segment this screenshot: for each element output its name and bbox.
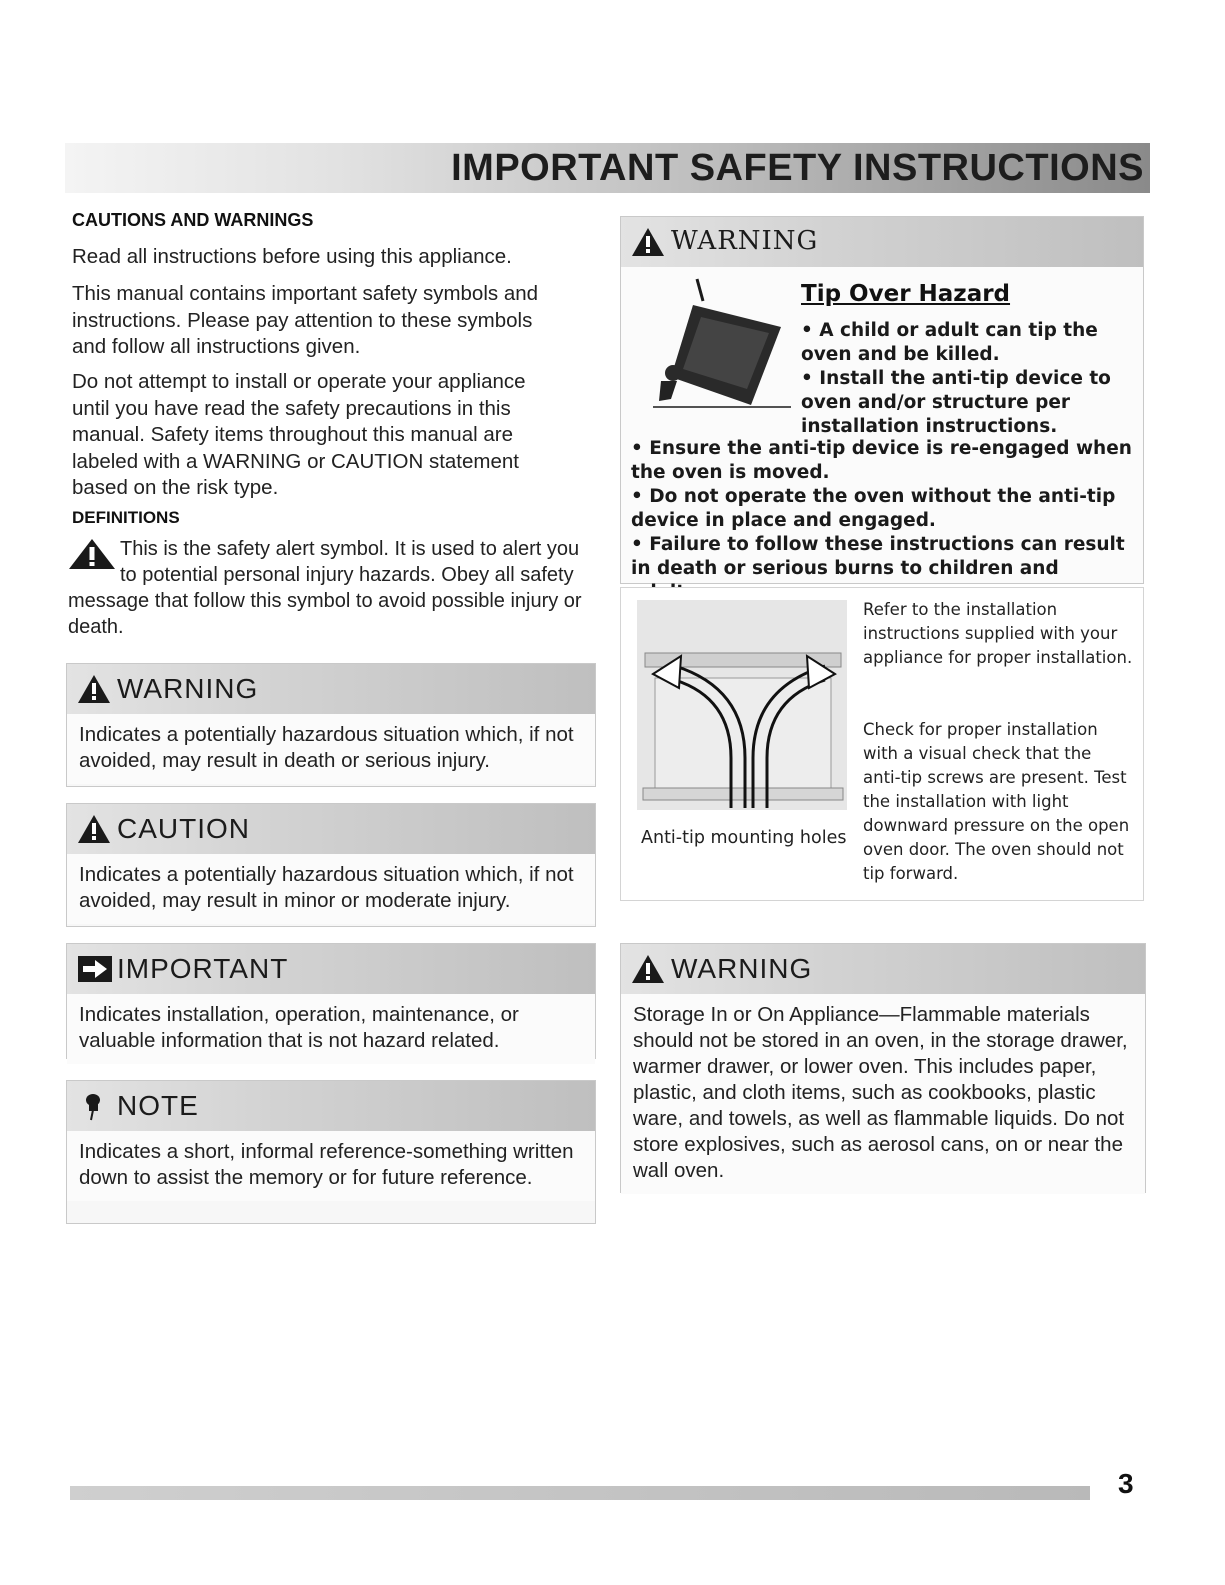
warning-icon xyxy=(631,227,665,257)
warning-icon xyxy=(77,674,111,704)
section-heading: CAUTIONS AND WARNINGS xyxy=(72,210,314,230)
storage-warning-header xyxy=(621,944,1145,994)
important-box-title: IMPORTANT xyxy=(117,953,289,984)
caution-box-header xyxy=(67,804,595,854)
precautions-paragraph: Do not attempt to install or operate your appliance until you have read the safety precautions in this manual. Safety items throughout this manual are labeled with a WARNING or CAUTION statement based on the risk type. xyxy=(72,370,526,499)
intro-paragraph: Read all instructions before using this appliance. xyxy=(72,245,512,268)
important-box-header xyxy=(67,944,595,994)
definitions-text: This is the safety alert symbol. It is used to alert you to potential personal injury hazards. Obey all safety message that follow this symbol to avoid possible injury or death. xyxy=(68,538,582,638)
anti-tip-instructions-panel xyxy=(620,587,1144,901)
tip-bullet-3: • Ensure the anti-tip device is re-engaged when the oven is moved. xyxy=(631,438,1132,483)
title-banner xyxy=(65,143,1150,193)
warning-definition-box xyxy=(66,663,596,787)
warning-box-header xyxy=(67,664,595,714)
page-number: 3 xyxy=(1118,1468,1134,1499)
caution-definition-box xyxy=(66,803,596,927)
warning-box-text: Indicates a potentially hazardous situation which, if not avoided, may result in death or serious injury. xyxy=(67,714,595,784)
footer-bar xyxy=(70,1486,1090,1500)
caution-box-text: Indicates a potentially hazardous situation which, if not avoided, may result in minor or moderate injury. xyxy=(67,854,595,924)
tip-bullet-1: • A child or adult can tip the oven and be killed. xyxy=(801,320,1098,365)
note-box-header xyxy=(67,1081,595,1131)
note-box-text: Indicates a short, informal reference-something written down to assist the memory or for future reference. xyxy=(67,1131,595,1201)
tip-warning-header xyxy=(621,217,1143,267)
tip-over-warning-box xyxy=(620,216,1144,584)
safety-alert-icon xyxy=(68,538,116,570)
important-definition-box xyxy=(66,943,596,1059)
mounting-holes-caption: Anti-tip mounting holes xyxy=(641,828,847,848)
anti-tip-mounting-illustration xyxy=(635,598,849,818)
note-definition-box xyxy=(66,1080,596,1224)
important-box-text: Indicates installation, operation, maintenance, or valuable information that is not hazard related. xyxy=(67,994,595,1064)
warning-icon xyxy=(631,954,665,984)
tip-over-hazard-title: Tip Over Hazard xyxy=(801,281,1011,307)
definitions-heading: DEFINITIONS xyxy=(72,508,180,527)
definitions-block xyxy=(68,536,583,640)
storage-warning-box xyxy=(620,943,1146,1193)
symbols-paragraph: This manual contains important safety symbols and instructions. Please pay attention to these symbols and follow all instructions given. xyxy=(72,282,539,358)
page-title: IMPORTANT SAFETY INSTRUCTIONS xyxy=(451,147,1144,189)
pushpin-icon xyxy=(77,1091,111,1121)
storage-warning-title: WARNING xyxy=(671,953,813,984)
tip-warning-title: WARNING xyxy=(671,226,819,256)
arrow-right-icon xyxy=(77,954,113,984)
storage-warning-text: Storage In or On Appliance—Flammable materials should not be stored in an oven, in the storage drawer, warmer drawer, or lower oven. This includes paper, plastic, and cloth items, such as cookbooks, plastic ware, and towels, as well as flammable liquids. Do not store explosives, such as aerosol cans, on or near the wall oven. xyxy=(621,994,1145,1194)
caution-icon xyxy=(77,814,111,844)
caution-box-title: CAUTION xyxy=(117,813,250,844)
note-box-title: NOTE xyxy=(117,1090,199,1121)
refer-installation-text: Refer to the installation instructions supplied with your appliance for proper installation. xyxy=(863,600,1133,667)
warning-box-title: WARNING xyxy=(117,673,259,704)
tip-bullet-5: • Failure to follow these instructions can result in death or serious burns to children and xyxy=(631,534,1125,579)
check-installation-text: Check for proper installation with a visual check that the anti-tip screws are present. Test the installation with light downward pressure on the open oven door. The oven should not tip forward. xyxy=(863,720,1130,883)
tipping-oven-illustration xyxy=(631,277,801,417)
tip-bullet-2: • Install the anti-tip device to oven and/or structure per installation instructions. xyxy=(801,368,1111,437)
tip-bullet-4: • Do not operate the oven without the anti-tip device in place and engaged. xyxy=(631,486,1116,531)
